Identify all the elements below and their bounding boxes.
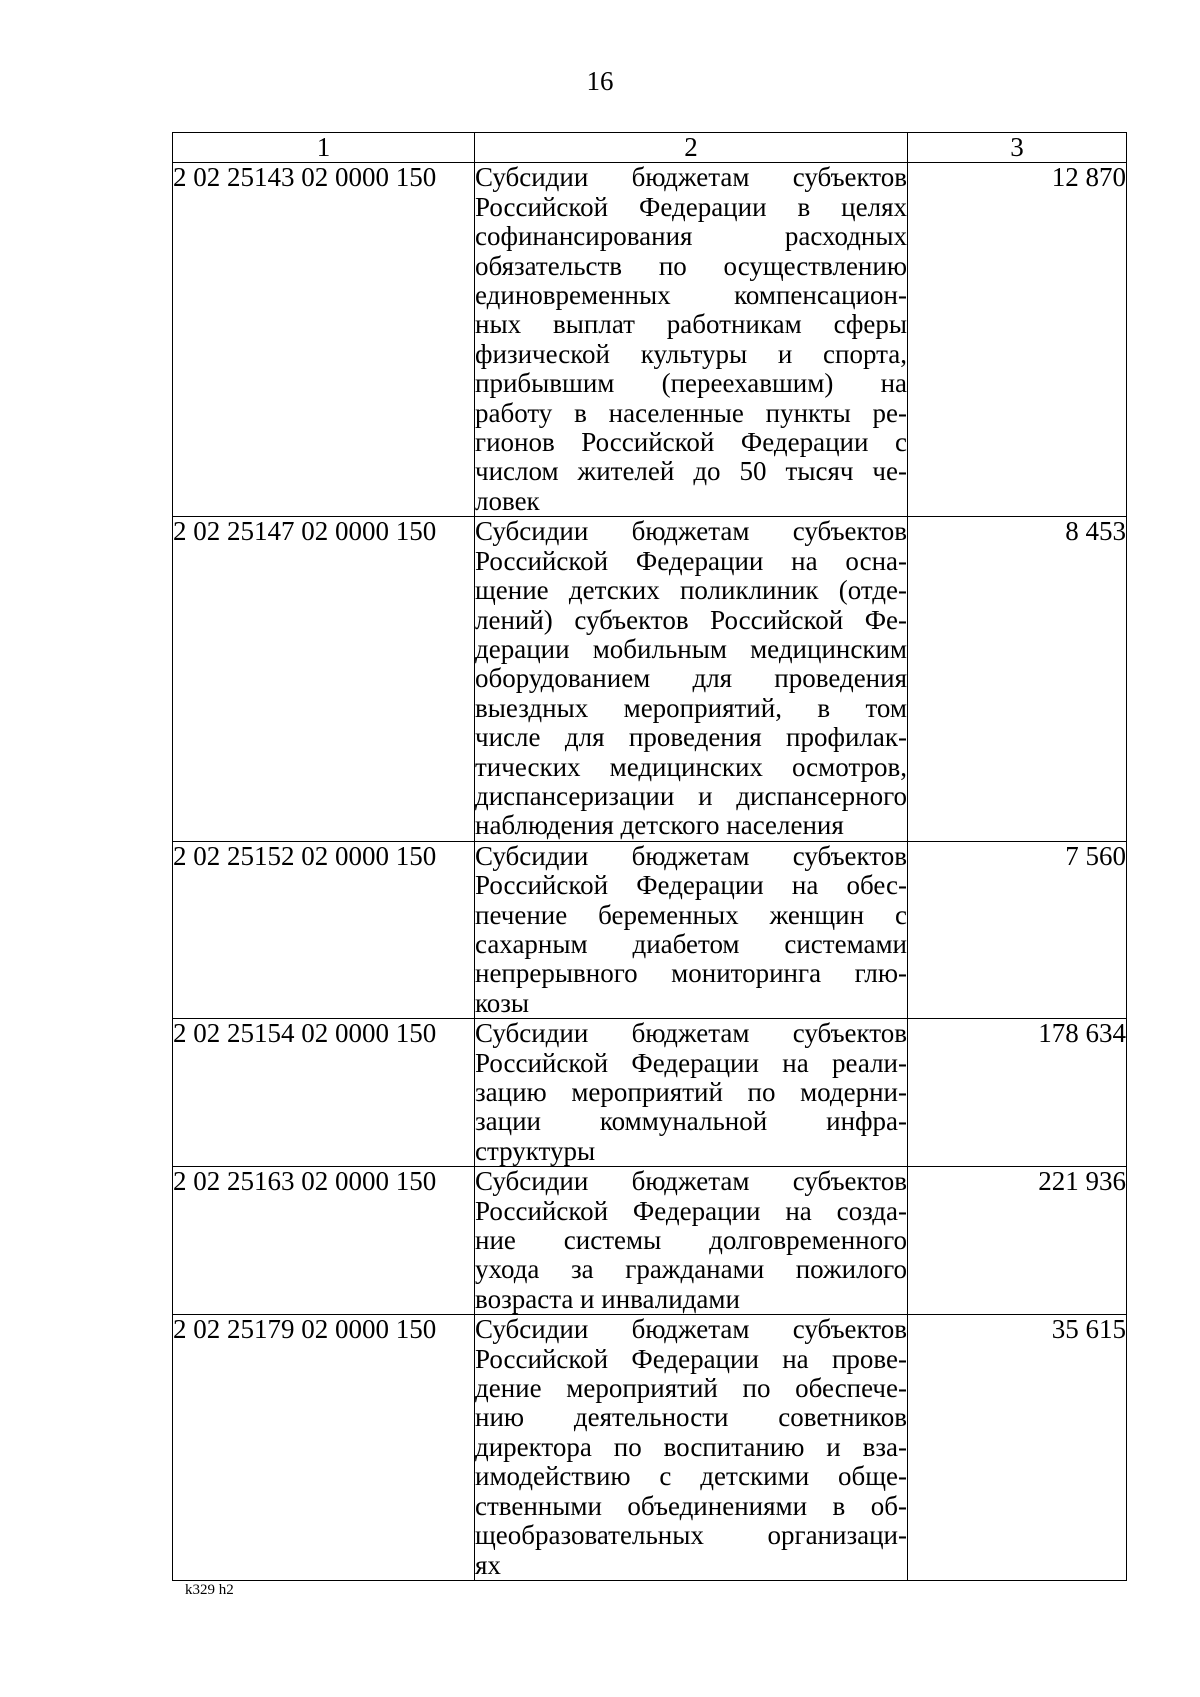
description-line: гионов Российской Федерации с — [475, 427, 907, 458]
description-line: ние системы долговременного — [475, 1225, 907, 1256]
table-row — [173, 1019, 1127, 1167]
classification-code: 2 02 25163 02 0000 150 — [173, 1167, 475, 1315]
description-line: Субсидии бюджетам субъектов — [475, 162, 907, 193]
description-line: работу в населенные пункты ре- — [475, 397, 907, 428]
classification-code: 2 02 25147 02 0000 150 — [173, 517, 475, 841]
description-line: прибывшим (переехавшим) на — [475, 368, 907, 399]
classification-code: 2 02 25152 02 0000 150 — [173, 841, 475, 1018]
table-body — [173, 163, 1127, 1581]
column-header-amount: 3 — [908, 133, 1127, 163]
description-line: числом жителей до 50 тысяч че- — [475, 456, 907, 487]
classification-code: 2 02 25143 02 0000 150 — [173, 163, 475, 517]
description-line: возраста и инвалидами — [475, 1283, 740, 1314]
description-line: ных выплат работникам сферы — [475, 309, 907, 340]
description-line: дерации мобильным медицинским — [475, 633, 907, 664]
description-line: зации коммунальной инфра- — [475, 1106, 907, 1137]
table-header — [173, 133, 1127, 163]
description-line: единовременных компенсацион- — [475, 280, 907, 311]
description-line: Российской Федерации на реали- — [475, 1047, 907, 1078]
description-line: числе для проведения профилак- — [475, 722, 907, 753]
description-line: Российской Федерации в целях — [475, 191, 907, 222]
description-line: непрерывного мониторинга глю- — [475, 958, 907, 989]
description-line: сахарным диабетом системами — [475, 928, 907, 959]
description-line: директора по воспитанию и вза- — [475, 1431, 907, 1462]
budget-table — [172, 132, 1127, 1581]
classification-code: 2 02 25179 02 0000 150 — [173, 1315, 475, 1581]
table-row — [173, 1315, 1127, 1581]
description-line: зацию мероприятий по модерни- — [475, 1077, 907, 1107]
amount-value: 8 453 — [908, 517, 1127, 841]
amount-value: 7 560 — [908, 841, 1127, 1018]
description-line: имодействию с детскими обще- — [475, 1461, 907, 1492]
page-number: 16 — [586, 66, 614, 96]
description-line: диспансеризации и диспансерного — [475, 780, 907, 811]
amount-value: 12 870 — [908, 163, 1127, 517]
description-line: козы — [475, 987, 530, 1018]
description-line: ухода за гражданами пожилого — [475, 1254, 907, 1285]
description-line: Субсидии бюджетам субъектов — [475, 1314, 907, 1345]
revenue-description — [475, 841, 908, 1018]
table-row — [173, 163, 1127, 517]
description-line: Субсидии бюджетам субъектов — [475, 516, 907, 547]
description-line: щеобразовательных организаци- — [475, 1520, 907, 1551]
revenue-description — [475, 163, 908, 517]
description-line: щение детских поликлиник (отде- — [475, 575, 907, 606]
description-line: структуры — [475, 1135, 596, 1166]
column-header-code: 1 — [173, 133, 475, 163]
description-line: физической культуры и спорта, — [475, 338, 907, 369]
revenue-description — [475, 1167, 908, 1315]
description-line: ственными объединениями в об- — [475, 1490, 907, 1521]
table-row — [173, 1167, 1127, 1315]
table-row — [173, 517, 1127, 841]
description-line: софинансирования расходных — [475, 221, 907, 252]
column-header-description: 2 — [475, 133, 908, 163]
description-line: Российской Федерации на созда- — [475, 1195, 907, 1226]
description-line: Российской Федерации на осна- — [475, 545, 907, 576]
description-line: печение беременных женщин с — [475, 899, 907, 930]
description-line: Субсидии бюджетам субъектов — [475, 840, 907, 871]
description-line: выездных мероприятий, в том — [475, 692, 907, 723]
revenue-description — [475, 517, 908, 841]
classification-code: 2 02 25154 02 0000 150 — [173, 1019, 475, 1167]
amount-value: 178 634 — [908, 1019, 1127, 1167]
description-line: оборудованием для проведения — [475, 663, 907, 694]
footer-code: k329 h2 — [185, 1582, 234, 1598]
description-line: ловек — [475, 485, 540, 516]
description-line: ях — [475, 1549, 501, 1580]
amount-value: 35 615 — [908, 1315, 1127, 1581]
description-line: нию деятельности советников — [475, 1402, 907, 1433]
description-line: тических медицинских осмотров, — [475, 751, 907, 782]
description-line: Российской Федерации на обес- — [475, 870, 907, 901]
amount-value: 221 936 — [908, 1167, 1127, 1315]
revenue-description — [475, 1019, 908, 1167]
revenue-description — [475, 1315, 908, 1581]
description-line: Субсидии бюджетам субъектов — [475, 1166, 907, 1197]
description-line: дение мероприятий по обеспече- — [475, 1373, 907, 1404]
table-header-row — [173, 133, 1127, 163]
description-line: наблюдения детского населения — [475, 810, 844, 841]
table-row — [173, 841, 1127, 1018]
description-line: Российской Федерации на прове- — [475, 1343, 907, 1374]
description-line: Субсидии бюджетам субъектов — [475, 1018, 907, 1049]
description-line: лений) субъектов Российской Фе- — [475, 604, 907, 635]
description-line: обязательств по осуществлению — [475, 250, 907, 281]
